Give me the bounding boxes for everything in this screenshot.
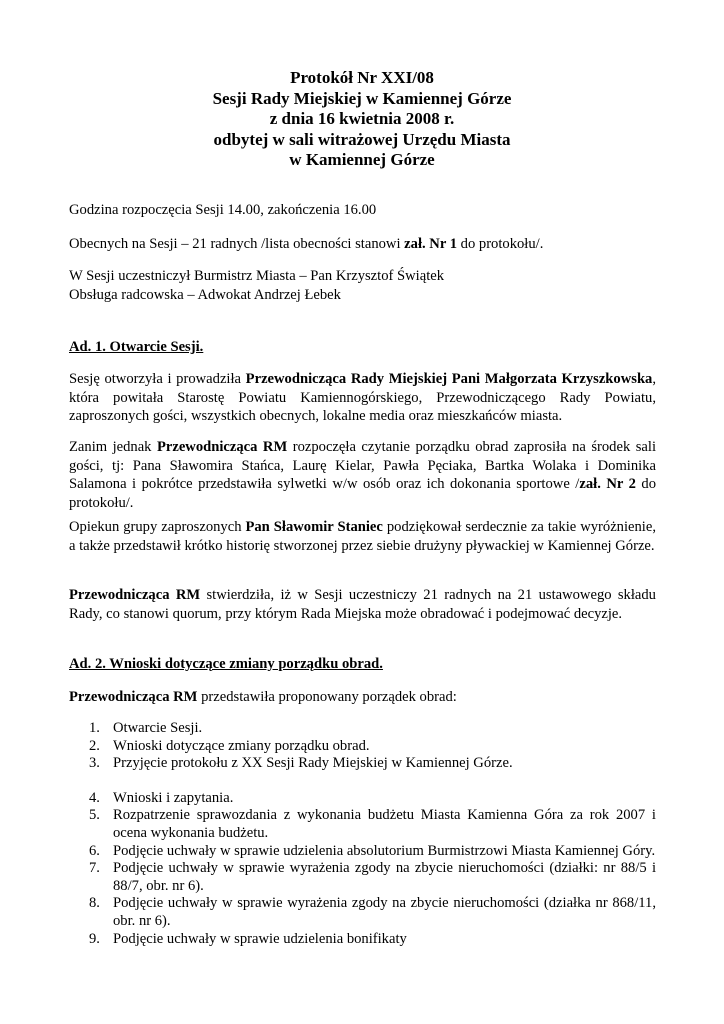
- item-number: 1.: [89, 720, 100, 736]
- mayor-line: W Sesji uczestniczył Burmistrz Miasta – Pan Krzysztof Świątek: [69, 268, 445, 284]
- agenda-list: [69, 720, 656, 948]
- title-line-5: w Kamiennej Górze: [289, 150, 435, 169]
- ad2-p1-rest: przedstawiła proponowany porządek obrad:: [197, 689, 457, 705]
- item-number: 4.: [89, 789, 100, 806]
- ad1-paragraph-1: [69, 370, 656, 426]
- title-line-4: odbytej w sali witrażowej Urzędu Miasta: [213, 129, 511, 149]
- ad1-p3-text: Opiekun grupy zaproszonych: [69, 519, 246, 535]
- title-line-1: Protokół Nr XXI/08: [290, 68, 434, 87]
- ad2-paragraph-1: [69, 688, 656, 707]
- item-number: 2.: [89, 737, 100, 754]
- item-text: Podjęcie uchwały w sprawie wyrażenia zgody na zbycie nieruchomości (działki: nr 88/5 i 88/7, obr. nr 6).: [113, 860, 656, 894]
- ad2-p1-chair: Przewodnicząca RM: [69, 689, 198, 705]
- item-number: 6.: [89, 842, 100, 859]
- ad1-p1-rest: , która powitała Starostę Powiatu Kamiennogórskiego, Przewodniczącego Rady Powiatu, zaproszonych gości, wszystkich obecnych, lokalne media oraz mieszkańców miasta.: [69, 371, 657, 425]
- attachment-ref-1: zał. Nr 1: [404, 236, 457, 252]
- section-heading-ad1: Ad. 1. Otwarcie Sesji.: [69, 339, 204, 355]
- item-text: Przyjęcie protokołu z XX Sesji Rady Miejskiej w Kamiennej Górze.: [113, 755, 513, 772]
- list-item: [69, 790, 656, 808]
- item-text: Podjęcie uchwały w sprawie udzielenia bonifikaty: [113, 930, 407, 947]
- ad1-p2-mid: rozpoczęła czytanie porządku obrad zaprosiła na środek sali gości, tj: Pana Sławomira Stańca, Laurę Kielar, Pawła Pęciaka, Bartka Wolaka i Dominika Salamona i pokrótce przedstawiła sylwetki w/w osób oraz ich dokonania sportowe /: [69, 439, 656, 493]
- item-text: Podjęcie uchwały w sprawie udzielenia absolutorium Burmistrzowi Miasta Kamiennej Góry.: [113, 842, 656, 859]
- title-line-2: Sesji Rady Miejskiej w Kamiennej Górze: [212, 88, 512, 108]
- item-text: Rozpatrzenie sprawozdania z wykonania budżetu Miasta Kamienna Góra za rok 2007 i ocena wykonania budżetu.: [113, 807, 656, 841]
- list-item: [69, 843, 656, 861]
- ad1-p4-rest: stwierdziła, iż w Sesji uczestniczy 21 radnych na 21 ustawowego składu Rady, co stanowi quorum, przy którym Rada Miejska może obradować i podejmować decyzje.: [69, 587, 656, 622]
- item-number: 9.: [89, 930, 100, 947]
- ad1-p4-chair: Przewodnicząca RM: [69, 587, 201, 603]
- item-text: Wnioski i zapytania.: [113, 789, 234, 806]
- ad1-paragraph-3: [69, 518, 656, 555]
- attendance-paragraph: [69, 235, 656, 254]
- legal-line: Obsługa radcowska – Adwokat Andrzej Łebek: [69, 286, 341, 303]
- list-item: [69, 860, 656, 895]
- ad1-paragraph-2: [69, 438, 656, 512]
- ad1-p2-rest: do protokołu/.: [69, 476, 657, 511]
- item-text: Otwarcie Sesji.: [113, 720, 203, 736]
- guardian-name: Pan Sławomir Staniec: [245, 519, 383, 535]
- ad1-p2-text: Zanim jednak: [69, 439, 157, 455]
- attendance-suffix: do protokołu/.: [457, 236, 544, 252]
- list-item: [69, 720, 656, 738]
- attendance-text: Obecnych na Sesji – 21 radnych /lista obecności stanowi: [69, 236, 405, 252]
- list-item: [69, 931, 656, 949]
- attachment-ref-2: zał. Nr 2: [579, 476, 636, 493]
- list-item: [69, 755, 656, 773]
- participants-paragraph: [69, 267, 656, 304]
- item-number: 7.: [89, 860, 100, 877]
- item-number: 3.: [89, 755, 100, 772]
- ad1-p2-chair: Przewodnicząca RM: [156, 439, 288, 455]
- item-text: Podjęcie uchwały w sprawie wyrażenia zgody na zbycie nieruchomości (działka nr 868/11, obr. nr 6).: [113, 895, 656, 929]
- item-text: Wnioski dotyczące zmiany porządku obrad.: [113, 737, 370, 754]
- item-number: 8.: [89, 895, 100, 912]
- ad1-paragraph-4: [69, 586, 656, 623]
- list-item: [69, 738, 656, 756]
- document-title: [0, 68, 724, 171]
- list-item: [69, 895, 656, 930]
- item-number: 5.: [89, 807, 100, 824]
- ad1-p1-text: Sesję otworzyła i prowadziła: [69, 371, 246, 387]
- section-heading-ad2: Ad. 2. Wnioski dotyczące zmiany porządku obrad.: [69, 656, 383, 672]
- ad1-p3-rest: podziękował serdecznie za takie wyróżnienie, a także przedstawił krótko historię stworzonej przez siebie drużyny pływackiej w Kamiennej Górze.: [69, 519, 656, 554]
- session-hours: Godzina rozpoczęcia Sesji 14.00, zakończenia 16.00: [69, 202, 377, 218]
- chairwoman-name: Przewodnicząca Rady Miejskiej Pani Małgorzata Krzyszkowska: [245, 371, 653, 387]
- title-line-3: z dnia 16 kwietnia 2008 r.: [269, 109, 455, 128]
- list-item: [69, 807, 656, 842]
